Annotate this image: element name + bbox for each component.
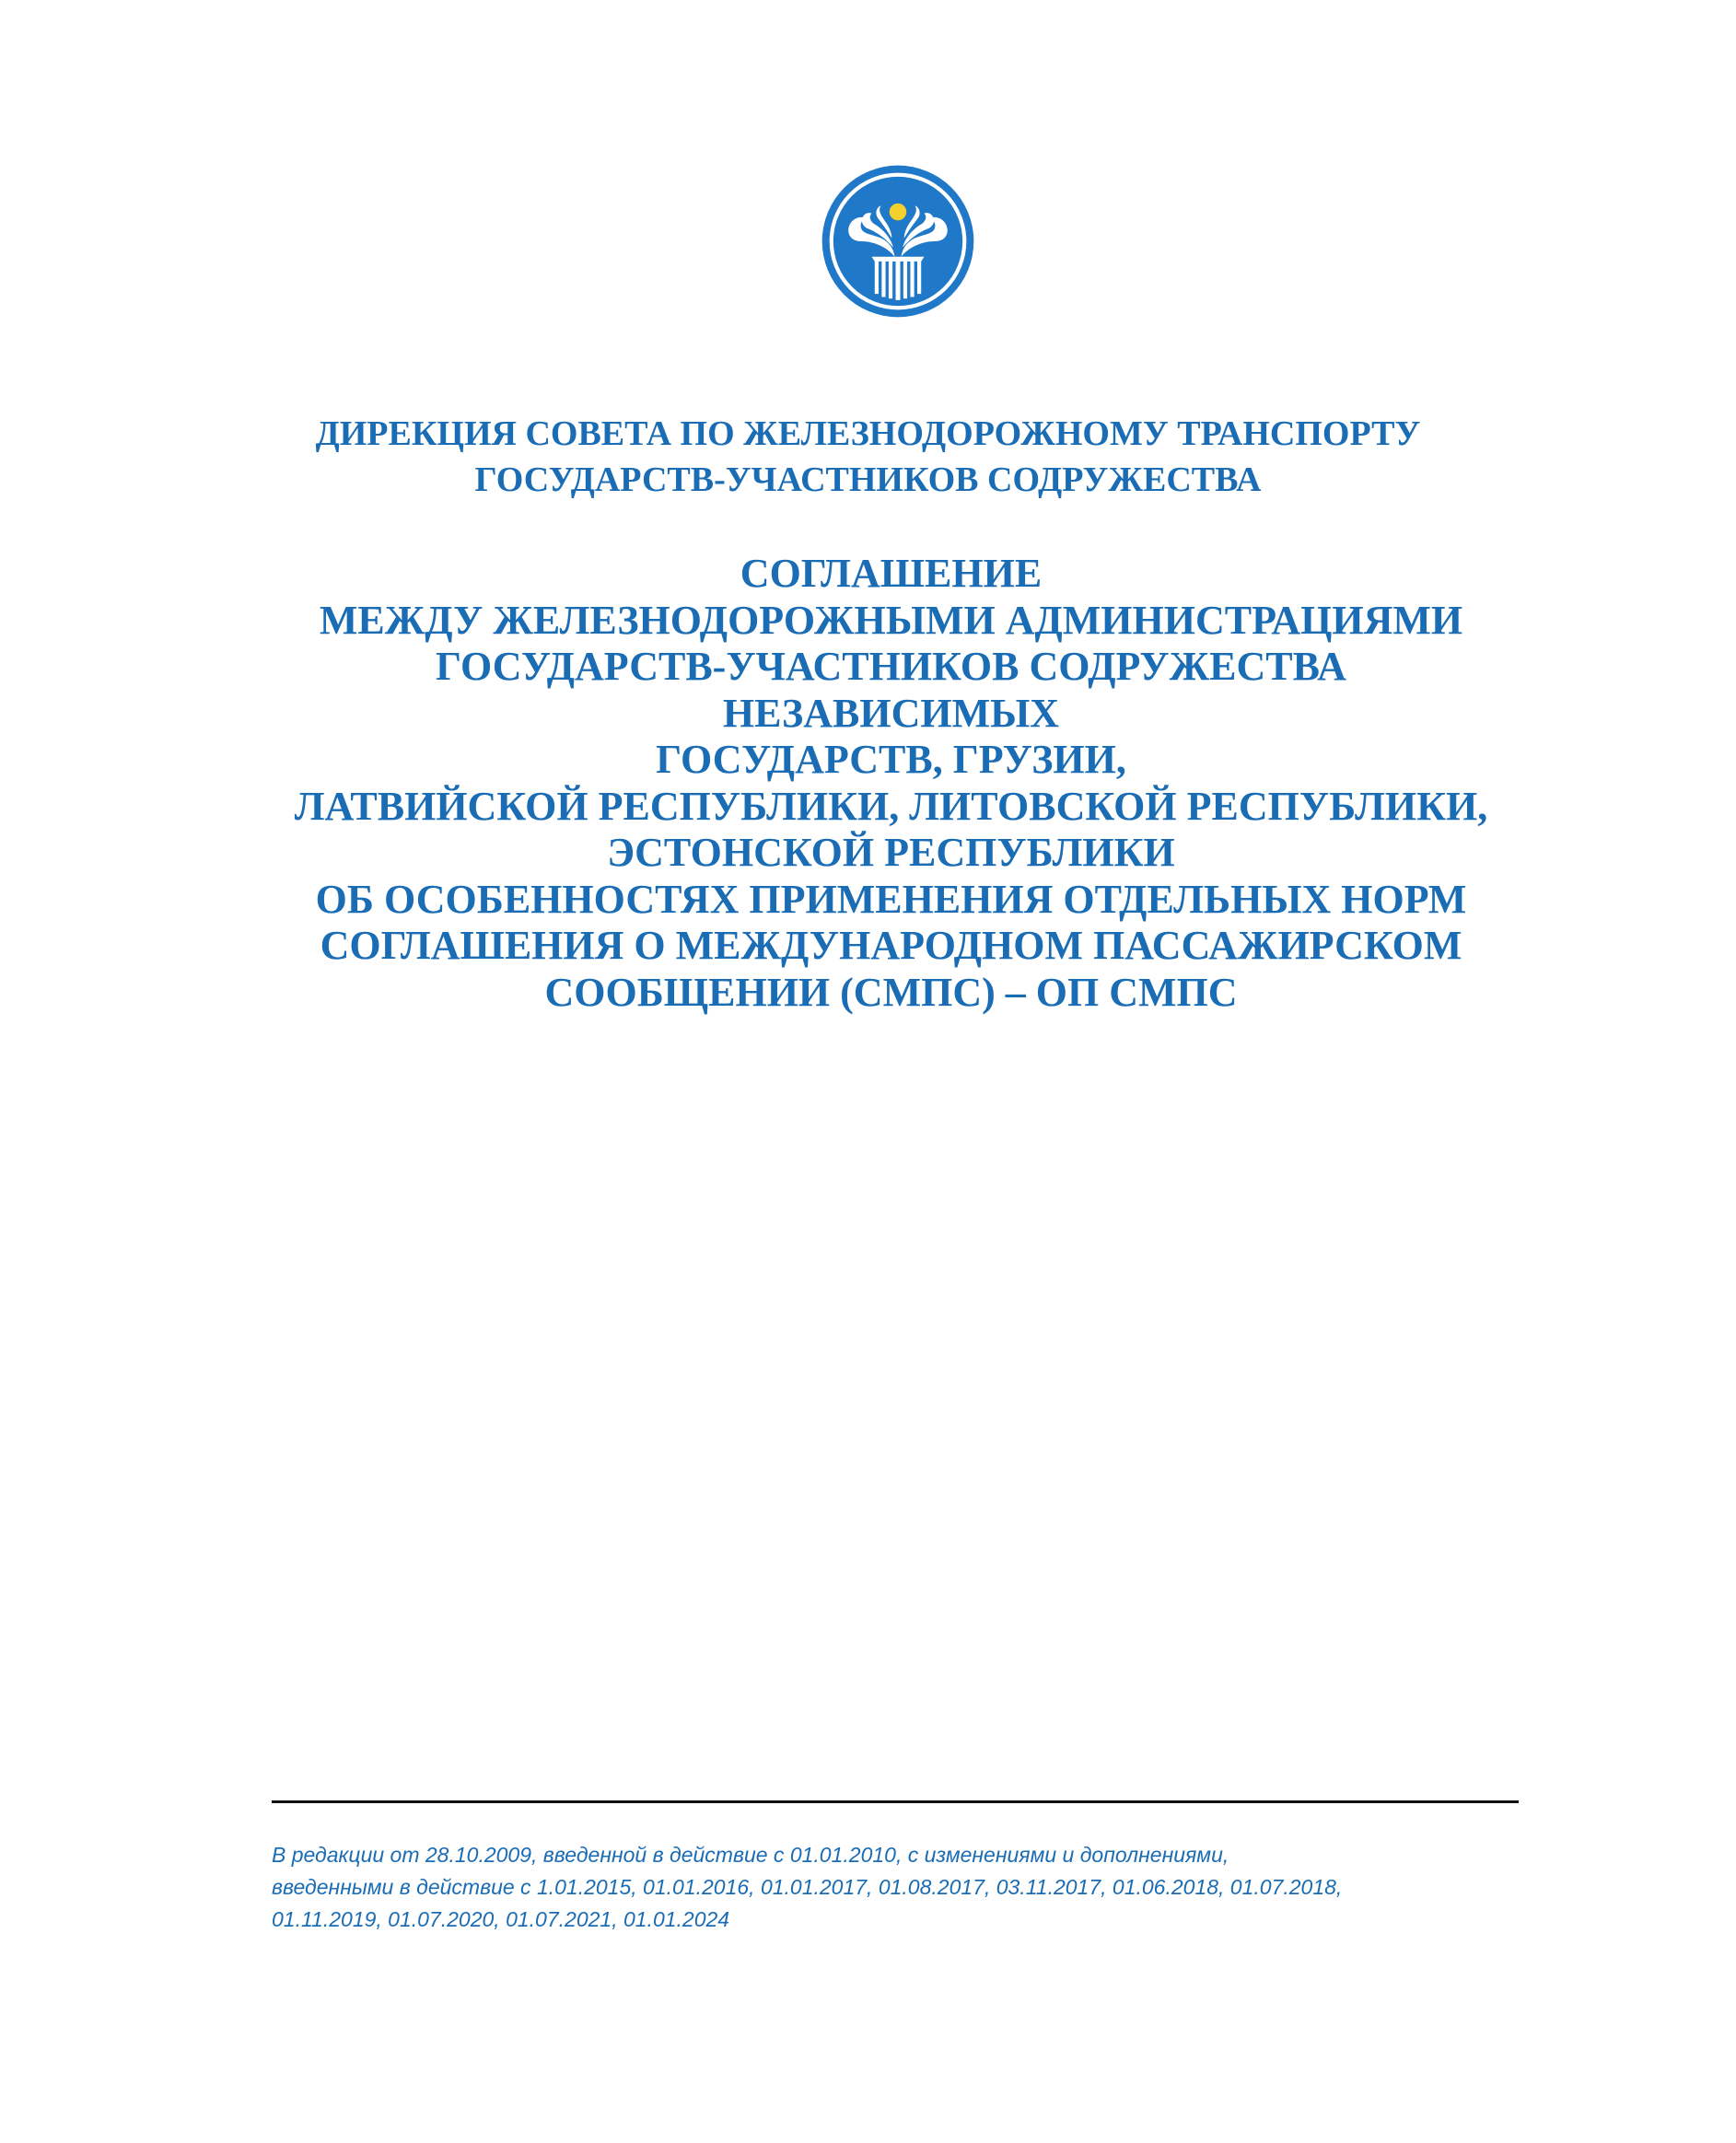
title-line: ЭСТОНСКОЙ РЕСПУБЛИКИ [607,830,1175,875]
cis-emblem-icon [821,164,975,319]
footnote-line: 01.11.2019, 01.07.2020, 01.07.2021, 01.01.2024 [272,1907,730,1931]
title-line: НЕЗАВИСИМЫХ [722,690,1060,736]
title-line: СООБЩЕНИИ (СМПС) – ОП СМПС [544,969,1238,1015]
title-line: ОБ ОСОБЕННОСТЯХ ПРИМЕНЕНИЯ ОТДЕЛЬНЫХ НОРМ [315,876,1467,922]
footnote-divider [272,1800,1519,1803]
title-line: СОГЛАШЕНИЕ [740,551,1043,596]
document-title [0,551,1736,1016]
title-line: ЛАТВИЙСКОЙ РЕСПУБЛИКИ, ЛИТОВСКОЙ РЕСПУБЛИКИ, [294,783,1488,829]
footnote-line: введенными в действие с 1.01.2015, 01.01.2016, 01.01.2017, 01.08.2017, 03.11.2017, 01.06.2018, 01.07.2018, [272,1875,1343,1899]
title-line: МЕЖДУ ЖЕЛЕЗНОДОРОЖНЫМИ АДМИНИСТРАЦИЯМИ [319,597,1463,643]
edition-footnote [272,1839,1561,1936]
organization-heading [0,411,1736,503]
title-line: СОГЛАШЕНИЯ О МЕЖДУНАРОДНОМ ПАССАЖИРСКОМ [320,923,1462,968]
organization-line: ДИРЕКЦИЯ СОВЕТА ПО ЖЕЛЕЗНОДОРОЖНОМУ ТРАНСПОРТУ [315,414,1421,453]
footnote-line: В редакции от 28.10.2009, введенной в действие с 01.01.2010, с изменениями и дополнениями, [272,1843,1229,1867]
title-line: ГОСУДАРСТВ-УЧАСТНИКОВ СОДРУЖЕСТВА [436,644,1346,689]
title-line: ГОСУДАРСТВ, ГРУЗИИ, [656,737,1126,782]
organization-line: ГОСУДАРСТВ-УЧАСТНИКОВ СОДРУЖЕСТВА [474,460,1262,499]
